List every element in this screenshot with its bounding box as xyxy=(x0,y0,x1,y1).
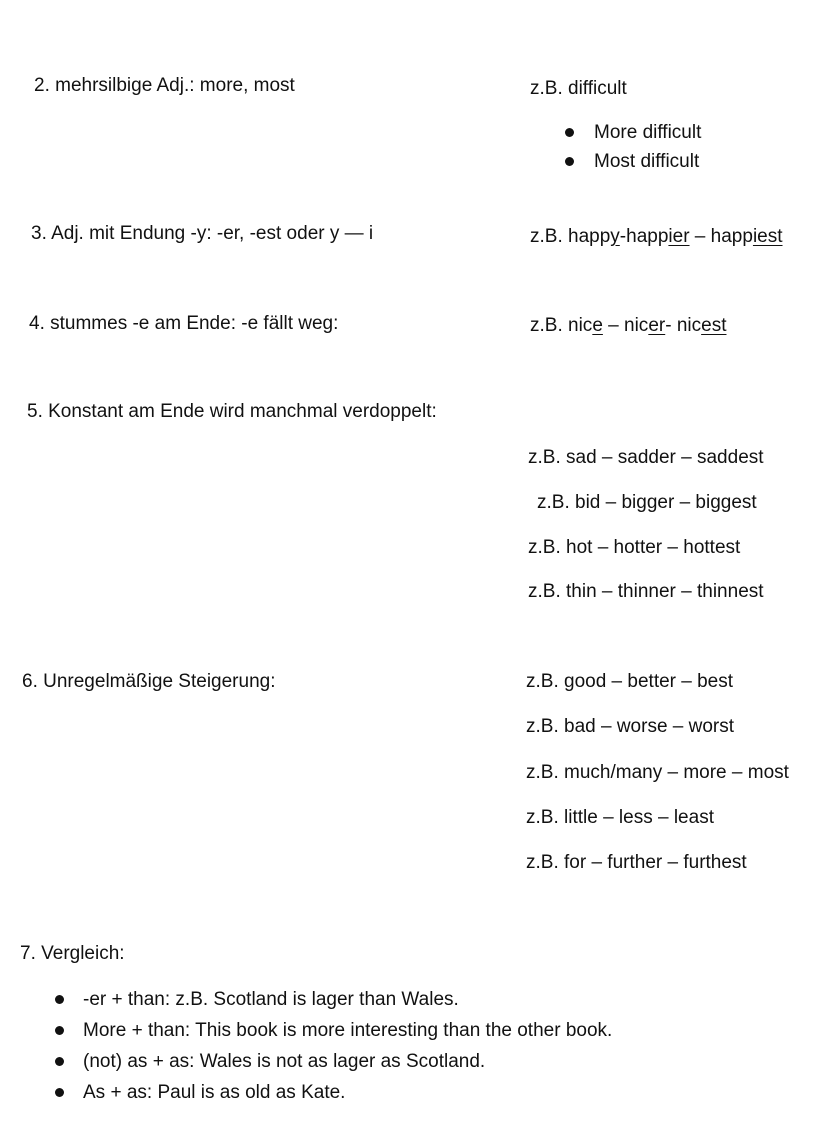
bullet-dot-icon xyxy=(55,995,64,1004)
section-2-bullet-1: More difficult xyxy=(594,122,702,143)
section-7-bullet: More + than: This book is more interesting than the other book. xyxy=(83,1020,613,1041)
section-3-label: 3. Adj. mit Endung -y: -er, -est oder y — i xyxy=(31,223,374,244)
bullet-dot-icon xyxy=(55,1057,64,1066)
bullet-dot-icon xyxy=(565,157,574,166)
section-2-example: z.B. difficult xyxy=(530,78,627,99)
section-7-bullet: As + as: Paul is as old as Kate. xyxy=(83,1082,346,1103)
section-7-bullet: -er + than: z.B. Scotland is lager than Wales. xyxy=(83,989,459,1010)
section-6-label: 6. Unregelmäßige Steigerung: xyxy=(22,671,276,692)
section-6-example: z.B. little – less – least xyxy=(526,807,714,828)
section-5-example: z.B. thin – thinner – thinnest xyxy=(528,581,764,602)
bullet-dot-icon xyxy=(55,1088,64,1097)
section-6-example: z.B. much/many – more – most xyxy=(526,762,789,783)
section-5-example: z.B. bid – bigger – biggest xyxy=(537,492,757,513)
section-5-label: 5. Konstant am Ende wird manchmal verdoppelt: xyxy=(27,401,437,422)
section-4-label: 4. stummes -e am Ende: -e fällt weg: xyxy=(29,313,339,334)
section-7-bullet: (not) as + as: Wales is not as lager as Scotland. xyxy=(83,1051,486,1072)
section-7-label: 7. Vergleich: xyxy=(20,943,125,964)
section-6-example: z.B. bad – worse – worst xyxy=(526,716,735,737)
section-3-example: z.B. happy-happier – happiest xyxy=(530,226,783,247)
bullet-dot-icon xyxy=(55,1026,64,1035)
section-5-example: z.B. hot – hotter – hottest xyxy=(528,537,741,558)
bullet-dot-icon xyxy=(565,128,574,137)
section-2-label: 2. mehrsilbige Adj.: more, most xyxy=(34,75,295,96)
section-2-bullet-2: Most difficult xyxy=(594,151,700,172)
section-5-example: z.B. sad – sadder – saddest xyxy=(528,447,764,468)
section-4-example: z.B. nice – nicer- nicest xyxy=(530,315,727,336)
section-6-example: z.B. for – further – furthest xyxy=(526,852,747,873)
section-6-example: z.B. good – better – best xyxy=(526,671,734,692)
